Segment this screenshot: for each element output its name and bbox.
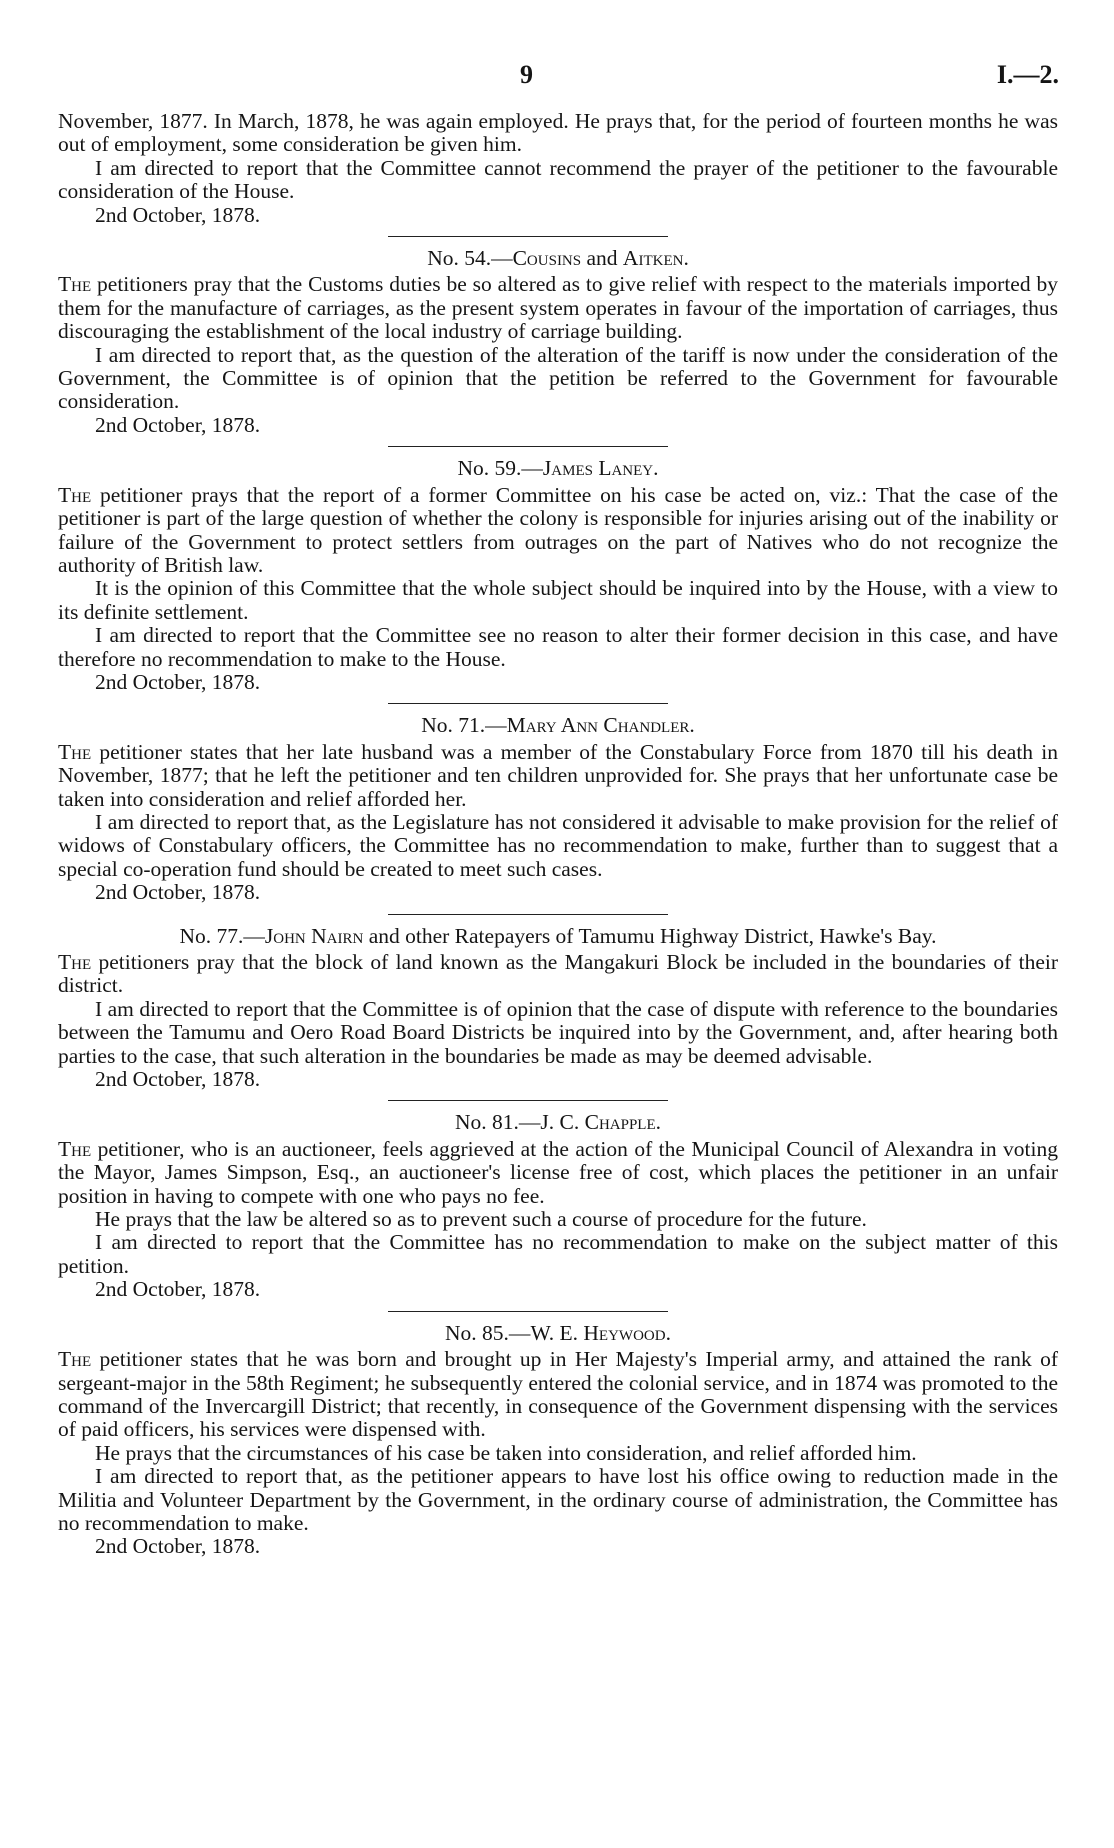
petition-77 xyxy=(58,925,1058,1092)
petition-summary: The petitioner prays that the report of a former Committee on his case be acted on, viz.: That the case of the petitioner is part of the large question of whether the colony is responsible for injuries arising out of the inability or failure of the Government to protect settlers from outrages on the part of Natives who do not recognize the authority of British law. xyxy=(58,482,1058,577)
petition-continuation xyxy=(58,110,1058,227)
committee-report: I am directed to report that the Committee is of opinion that the case of dispute with reference to the boundaries between the Tamumu and Oero Road Board Districts be inquired into by the Government, and, after hearing both parties to the case, that such alteration in the boundaries be made as may be deemed advisable. xyxy=(58,996,1058,1068)
report-date: 2nd October, 1878. xyxy=(95,1534,261,1559)
petition-summary: The petitioner states that her late husband was a member of the Constabulary Force from 1870 till his death in November, 1877; that he left the petitioner and ten children unprovided for. She prays that her unfortunate case be taken into consideration and relief afforded her. xyxy=(58,739,1058,811)
section-divider xyxy=(388,1311,668,1312)
petition-54 xyxy=(58,247,1058,437)
petition-summary: The petitioner, who is an auctioneer, feels aggrieved at the action of the Municipal Council of Alexandra in voting the Mayor, James Simpson, Esq., an auctioneer's license free of cost, which places the petitioner in an unfair position in having to compete with one who pays no fee. xyxy=(58,1136,1058,1208)
parliamentary-paper-number: I.—2. xyxy=(996,60,1059,89)
paragraph: November, 1877. In March, 1878, he was again employed. He prays that, for the period of fourteen months he was out of employment, some consideration be given him. xyxy=(58,109,1058,157)
petition-heading: No. 71.—Mary Ann Chandler. xyxy=(421,713,695,738)
petition-summary: The petitioners pray that the Customs duties be so altered as to give relief with respect to the materials imported by them for the manufacture of carriages, as the present system operates in favour of the importation of carriages, thus discouraging the establishment of the local industry of carriage building. xyxy=(58,272,1058,344)
paragraph: He prays that the circumstances of his case be taken into consideration, and relief afforded him. xyxy=(95,1440,917,1465)
petition-heading: No. 54.—Cousins and Aitken. xyxy=(427,246,689,271)
report-date: 2nd October, 1878. xyxy=(95,412,261,437)
section-divider xyxy=(388,703,668,704)
report-date: 2nd October, 1878. xyxy=(95,202,261,227)
section-divider xyxy=(388,1100,668,1101)
section-divider xyxy=(388,914,668,915)
paragraph: It is the opinion of this Committee that the whole subject should be inquired into by the House, with a view to its definite settlement. xyxy=(58,576,1058,624)
report-date: 2nd October, 1878. xyxy=(95,1277,261,1302)
petition-85 xyxy=(58,1322,1058,1559)
committee-report: I am directed to report that, as the question of the alteration of the tariff is now under the consideration of the Government, the Committee is of opinion that the petition be referred to the Government for favourable consideration. xyxy=(58,342,1058,414)
petition-81 xyxy=(58,1111,1058,1301)
petition-summary: The petitioners pray that the block of land known as the Mangakuri Block be included in the boundaries of their district. xyxy=(58,950,1058,998)
petition-heading: No. 85.—W. E. Heywood. xyxy=(445,1320,671,1345)
committee-report: I am directed to report that the Committee see no reason to alter their former decision in this case, and have therefore no recommendation to make to the House. xyxy=(58,623,1058,671)
petition-heading: No. 81.—J. C. Chapple. xyxy=(454,1110,661,1135)
page-header xyxy=(60,60,1059,100)
petition-71 xyxy=(58,714,1058,904)
committee-report: I am directed to report that the Committee has no recommendation to make on the subject matter of this petition. xyxy=(58,1230,1058,1278)
petition-heading: No. 77.—John Nairn and other Ratepayers of Tamumu Highway District, Hawke's Bay. xyxy=(179,923,937,948)
committee-report: I am directed to report that, as the Legislature has not considered it advisable to make provision for the relief of widows of Constabulary officers, the Committee has no recommendation to make, further than to suggest that a special co-operation fund should be created to meet such cases. xyxy=(58,809,1058,881)
report-date: 2nd October, 1878. xyxy=(95,880,261,905)
document-body xyxy=(58,110,1058,1559)
committee-report: I am directed to report that, as the petitioner appears to have lost his office owing to reduction made in the Militia and Volunteer Department by the Government, in the ordinary course of administration, the Committee has no recommendation to make. xyxy=(58,1464,1058,1535)
paragraph: He prays that the law be altered so as to prevent such a course of procedure for the future. xyxy=(95,1207,867,1232)
section-divider xyxy=(388,236,668,237)
petition-heading: No. 59.—James Laney. xyxy=(457,456,659,481)
section-divider xyxy=(388,446,668,447)
page-number: 9 xyxy=(520,60,533,89)
report-date: 2nd October, 1878. xyxy=(95,1067,261,1092)
report-date: 2nd October, 1878. xyxy=(95,669,261,694)
petition-59 xyxy=(58,457,1058,694)
committee-report: I am directed to report that the Committee cannot recommend the prayer of the petitioner to the favourable consideration of the House. xyxy=(58,155,1058,204)
petition-summary: The petitioner states that he was born and brought up in Her Majesty's Imperial army, and attained the rank of sergeant-major in the 58th Regiment; he subsequently entered the colonial service, and in 1874 was promoted to the command of the Invercargill District; that recently, in consequence of the Government dispensing with the services of paid officers, his services were dispensed with. xyxy=(58,1347,1058,1442)
